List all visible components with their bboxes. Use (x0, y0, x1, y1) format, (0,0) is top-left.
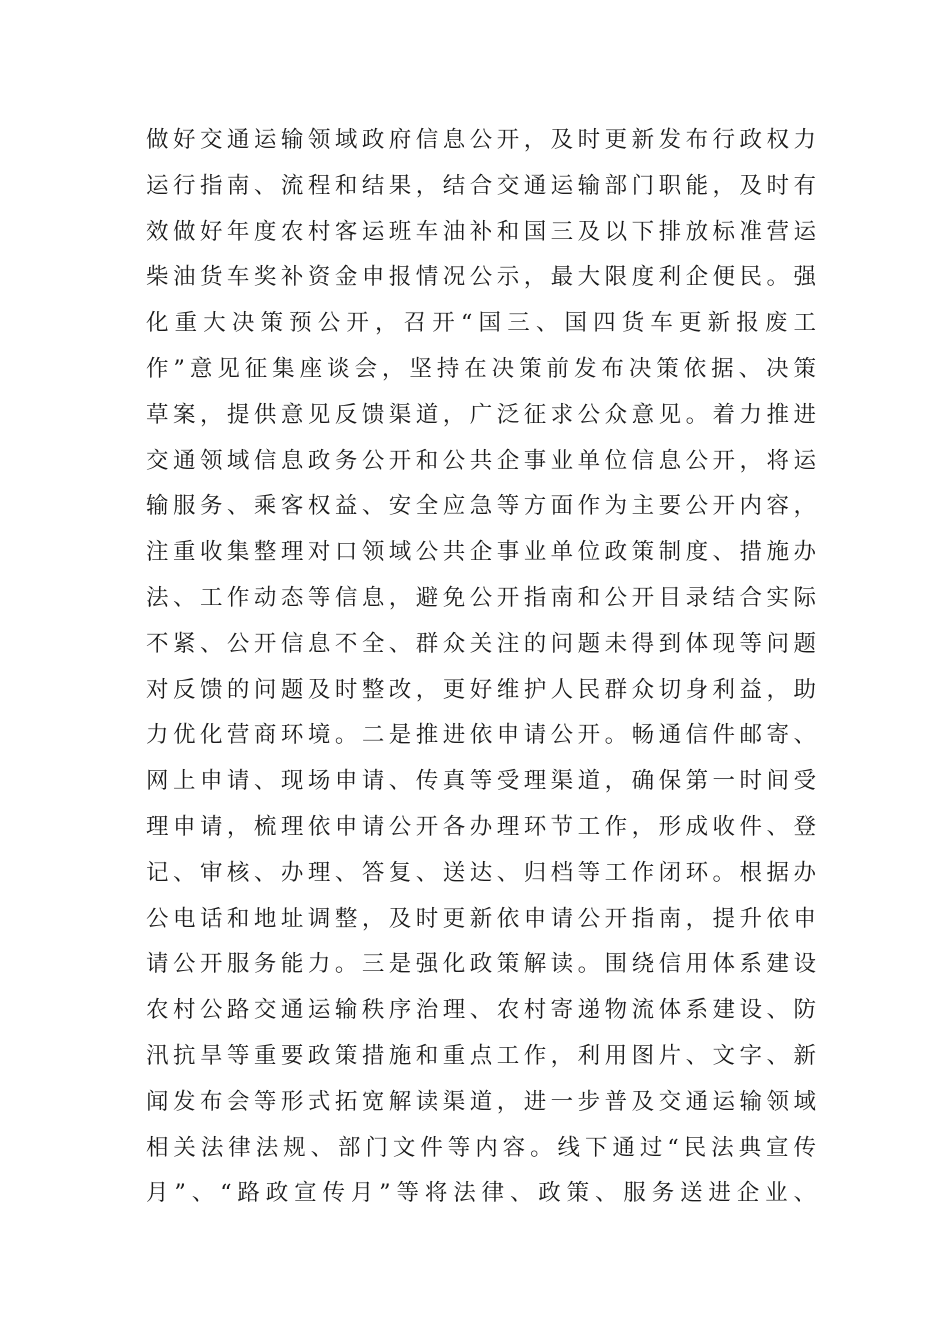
text-line: 农村公路交通运输秩序治理、农村寄递物流体系建设、防 (146, 997, 816, 1024)
text-line: 不紧、公开信息不全、群众关注的问题未得到体现等问题 (146, 630, 816, 657)
text-line: 法、工作动态等信息，避免公开指南和公开目录结合实际 (146, 584, 816, 611)
text-line: 做好交通运输领域政府信息公开，及时更新发布行政权力 (146, 127, 816, 153)
text-line: 公电话和地址调整，及时更新依申请公开指南，提升依申 (146, 905, 816, 932)
text-line: 草案，提供意见反馈渠道，广泛征求公众意见。着力推进 (146, 401, 816, 428)
text-line: 理申请，梳理依申请公开各办理环节工作，形成收件、登 (146, 813, 816, 840)
body-paragraph (146, 118, 816, 1217)
text-line: 效做好年度农村客运班车油补和国三及以下排放标准营运 (146, 218, 816, 245)
text-line: 网上申请、现场申请、传真等受理渠道，确保第一时间受 (146, 768, 816, 795)
text-line: 记、审核、办理、答复、送达、归档等工作闭环。根据办 (146, 859, 816, 886)
text-line: 输服务、乘客权益、安全应急等方面作为主要公开内容， (146, 493, 816, 520)
text-line: 月”、“路政宣传月”等将法律、政策、服务送进企业、 (146, 1180, 816, 1207)
text-line: 请公开服务能力。三是强化政策解读。围绕信用体系建设 (146, 951, 816, 978)
text-line: 汛抗旱等重要政策措施和重点工作，利用图片、文字、新 (146, 1042, 816, 1069)
text-line: 交通领域信息政务公开和公共企事业单位信息公开，将运 (146, 447, 816, 474)
text-line: 相关法律法规、部门文件等内容。线下通过“民法典宣传 (146, 1134, 816, 1161)
text-line: 闻发布会等形式拓宽解读渠道，进一步普及交通运输领域 (146, 1088, 816, 1115)
text-line: 力优化营商环境。二是推进依申请公开。畅通信件邮寄、 (146, 722, 816, 749)
text-line: 运行指南、流程和结果，结合交通运输部门职能，及时有 (146, 172, 816, 199)
text-line: 对反馈的问题及时整改，更好维护人民群众切身利益，助 (146, 676, 816, 703)
text-line: 柴油货车奖补资金申报情况公示，最大限度利企便民。强 (146, 264, 816, 291)
text-line: 注重收集整理对口领域公共企事业单位政策制度、措施办 (146, 539, 816, 566)
text-line: 作”意见征集座谈会，坚持在决策前发布决策依据、决策 (146, 355, 816, 382)
text-line: 化重大决策预公开，召开“国三、国四货车更新报废工 (146, 310, 816, 337)
